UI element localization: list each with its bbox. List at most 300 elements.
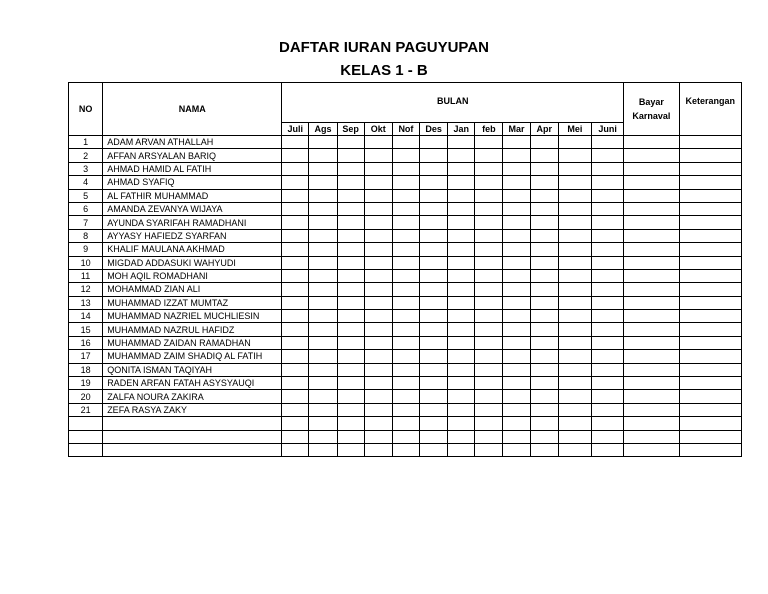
month-payment-cell xyxy=(364,189,392,202)
month-payment-cell xyxy=(475,202,503,215)
month-payment-cell xyxy=(364,377,392,390)
month-payment-cell xyxy=(392,176,419,189)
table-row xyxy=(69,296,742,309)
month-payment-cell xyxy=(475,350,503,363)
keterangan-cell xyxy=(679,189,741,202)
month-payment-cell xyxy=(420,149,448,162)
month-payment-cell xyxy=(503,296,530,309)
header-month: Apr xyxy=(530,123,558,136)
bayar-karnaval-cell xyxy=(624,229,679,242)
bayar-karnaval-cell xyxy=(624,336,679,349)
month-payment-cell xyxy=(503,256,530,269)
month-payment-cell xyxy=(591,296,623,309)
month-payment-cell xyxy=(282,202,309,215)
month-payment-cell xyxy=(475,189,503,202)
bayar-karnaval-cell xyxy=(624,136,679,149)
month-payment-cell xyxy=(420,377,448,390)
month-payment-cell xyxy=(337,136,364,149)
row-number: 8 xyxy=(69,229,103,242)
month-payment-cell xyxy=(448,189,475,202)
month-payment-cell xyxy=(309,176,337,189)
bayar-karnaval-cell xyxy=(624,202,679,215)
row-number: 10 xyxy=(69,256,103,269)
month-payment-cell xyxy=(392,256,419,269)
table-row xyxy=(69,350,742,363)
row-number xyxy=(69,417,103,430)
student-name: MIGDAD ADDASUKI WAHYUDI xyxy=(103,256,282,269)
month-payment-cell xyxy=(475,243,503,256)
month-payment-cell xyxy=(282,336,309,349)
month-payment-cell xyxy=(591,189,623,202)
month-payment-cell xyxy=(309,189,337,202)
keterangan-cell xyxy=(679,430,741,443)
header-month: Juni xyxy=(591,123,623,136)
month-payment-cell xyxy=(392,336,419,349)
bayar-karnaval-cell xyxy=(624,216,679,229)
month-payment-cell xyxy=(475,377,503,390)
bayar-karnaval-cell xyxy=(624,403,679,416)
month-payment-cell xyxy=(309,443,337,456)
header-month: feb xyxy=(475,123,503,136)
month-payment-cell xyxy=(392,403,419,416)
month-payment-cell xyxy=(337,256,364,269)
keterangan-cell xyxy=(679,323,741,336)
student-name: AMANDA ZEVANYA WIJAYA xyxy=(103,202,282,215)
table-row xyxy=(69,189,742,202)
header-month: Mar xyxy=(503,123,530,136)
month-payment-cell xyxy=(475,256,503,269)
month-payment-cell xyxy=(364,202,392,215)
month-payment-cell xyxy=(591,256,623,269)
month-payment-cell xyxy=(309,296,337,309)
row-number: 5 xyxy=(69,189,103,202)
month-payment-cell xyxy=(282,189,309,202)
month-payment-cell xyxy=(364,229,392,242)
month-payment-cell xyxy=(364,417,392,430)
month-payment-cell xyxy=(337,350,364,363)
month-payment-cell xyxy=(282,149,309,162)
table-row xyxy=(69,430,742,443)
month-payment-cell xyxy=(448,430,475,443)
month-payment-cell xyxy=(282,363,309,376)
month-payment-cell xyxy=(337,229,364,242)
table-row xyxy=(69,216,742,229)
month-payment-cell xyxy=(448,176,475,189)
month-payment-cell xyxy=(475,323,503,336)
month-payment-cell xyxy=(530,336,558,349)
header-nama: NAMA xyxy=(103,83,282,136)
month-payment-cell xyxy=(309,336,337,349)
month-payment-cell xyxy=(364,323,392,336)
month-payment-cell xyxy=(448,336,475,349)
table-row xyxy=(69,443,742,456)
month-payment-cell xyxy=(392,377,419,390)
row-number: 9 xyxy=(69,243,103,256)
month-payment-cell xyxy=(364,176,392,189)
month-payment-cell xyxy=(475,176,503,189)
month-payment-cell xyxy=(530,136,558,149)
month-payment-cell xyxy=(364,136,392,149)
student-name: MUHAMMAD NAZRIEL MUCHLIESIN xyxy=(103,310,282,323)
student-name: AL FATHIR MUHAMMAD xyxy=(103,189,282,202)
month-payment-cell xyxy=(337,149,364,162)
month-payment-cell xyxy=(558,336,591,349)
month-payment-cell xyxy=(558,229,591,242)
table-row xyxy=(69,229,742,242)
row-number: 1 xyxy=(69,136,103,149)
month-payment-cell xyxy=(558,162,591,175)
month-payment-cell xyxy=(558,350,591,363)
month-payment-cell xyxy=(591,283,623,296)
month-payment-cell xyxy=(558,269,591,282)
month-payment-cell xyxy=(591,216,623,229)
month-payment-cell xyxy=(530,269,558,282)
bayar-karnaval-cell xyxy=(624,269,679,282)
row-number: 19 xyxy=(69,377,103,390)
month-payment-cell xyxy=(309,162,337,175)
month-payment-cell xyxy=(530,310,558,323)
month-payment-cell xyxy=(337,269,364,282)
student-name: MOHAMMAD ZIAN ALI xyxy=(103,283,282,296)
month-payment-cell xyxy=(337,216,364,229)
month-payment-cell xyxy=(364,336,392,349)
month-payment-cell xyxy=(309,149,337,162)
keterangan-cell xyxy=(679,202,741,215)
student-name: ZALFA NOURA ZAKIRA xyxy=(103,390,282,403)
month-payment-cell xyxy=(420,430,448,443)
month-payment-cell xyxy=(558,430,591,443)
header-month: Nof xyxy=(392,123,419,136)
document-title: DAFTAR IURAN PAGUYUPAN xyxy=(279,39,489,56)
month-payment-cell xyxy=(309,377,337,390)
bayar-karnaval-cell xyxy=(624,283,679,296)
month-payment-cell xyxy=(530,283,558,296)
month-payment-cell xyxy=(591,310,623,323)
month-payment-cell xyxy=(475,310,503,323)
month-payment-cell xyxy=(337,283,364,296)
month-payment-cell xyxy=(448,256,475,269)
month-payment-cell xyxy=(364,256,392,269)
month-payment-cell xyxy=(309,256,337,269)
bayar-karnaval-cell xyxy=(624,256,679,269)
month-payment-cell xyxy=(530,243,558,256)
table-row xyxy=(69,136,742,149)
month-payment-cell xyxy=(591,377,623,390)
row-number: 3 xyxy=(69,162,103,175)
month-payment-cell xyxy=(475,430,503,443)
month-payment-cell xyxy=(448,229,475,242)
keterangan-cell xyxy=(679,136,741,149)
month-payment-cell xyxy=(503,377,530,390)
month-payment-cell xyxy=(530,229,558,242)
month-payment-cell xyxy=(475,417,503,430)
month-payment-cell xyxy=(282,323,309,336)
month-payment-cell xyxy=(392,136,419,149)
student-name: MUHAMMAD NAZRUL HAFIDZ xyxy=(103,323,282,336)
month-payment-cell xyxy=(282,229,309,242)
month-payment-cell xyxy=(448,363,475,376)
month-payment-cell xyxy=(364,243,392,256)
document-subtitle: KELAS 1 - B xyxy=(340,62,428,79)
month-payment-cell xyxy=(530,403,558,416)
month-payment-cell xyxy=(503,216,530,229)
month-payment-cell xyxy=(558,443,591,456)
month-payment-cell xyxy=(392,162,419,175)
month-payment-cell xyxy=(475,390,503,403)
month-payment-cell xyxy=(282,390,309,403)
month-payment-cell xyxy=(475,296,503,309)
month-payment-cell xyxy=(591,403,623,416)
month-payment-cell xyxy=(448,243,475,256)
month-payment-cell xyxy=(591,390,623,403)
month-payment-cell xyxy=(558,202,591,215)
bayar-karnaval-cell xyxy=(624,243,679,256)
month-payment-cell xyxy=(503,350,530,363)
month-payment-cell xyxy=(337,336,364,349)
student-name: MOH AQIL ROMADHANI xyxy=(103,269,282,282)
month-payment-cell xyxy=(420,243,448,256)
month-payment-cell xyxy=(282,216,309,229)
month-payment-cell xyxy=(420,162,448,175)
month-payment-cell xyxy=(392,229,419,242)
month-payment-cell xyxy=(309,216,337,229)
header-month: Juli xyxy=(282,123,309,136)
month-payment-cell xyxy=(558,363,591,376)
table-row xyxy=(69,176,742,189)
table-row xyxy=(69,336,742,349)
month-payment-cell xyxy=(420,189,448,202)
student-name: RADEN ARFAN FATAH ASYSYAUQI xyxy=(103,377,282,390)
month-payment-cell xyxy=(282,417,309,430)
row-number xyxy=(69,443,103,456)
month-payment-cell xyxy=(530,350,558,363)
month-payment-cell xyxy=(392,189,419,202)
month-payment-cell xyxy=(392,283,419,296)
month-payment-cell xyxy=(337,162,364,175)
header-keterangan: Keterangan xyxy=(679,83,741,136)
row-number: 16 xyxy=(69,336,103,349)
student-name: AYUNDA SYARIFAH RAMADHANI xyxy=(103,216,282,229)
month-payment-cell xyxy=(558,149,591,162)
header-month: Mei xyxy=(558,123,591,136)
bayar-karnaval-cell xyxy=(624,310,679,323)
month-payment-cell xyxy=(475,216,503,229)
month-payment-cell xyxy=(448,417,475,430)
month-payment-cell xyxy=(337,243,364,256)
month-payment-cell xyxy=(475,283,503,296)
month-payment-cell xyxy=(530,149,558,162)
month-payment-cell xyxy=(558,417,591,430)
month-payment-cell xyxy=(530,202,558,215)
month-payment-cell xyxy=(558,403,591,416)
month-payment-cell xyxy=(309,283,337,296)
month-payment-cell xyxy=(448,149,475,162)
header-month: Jan xyxy=(448,123,475,136)
month-payment-cell xyxy=(558,310,591,323)
month-payment-cell xyxy=(448,390,475,403)
month-payment-cell xyxy=(392,350,419,363)
keterangan-cell xyxy=(679,350,741,363)
month-payment-cell xyxy=(364,269,392,282)
month-payment-cell xyxy=(530,256,558,269)
row-number: 11 xyxy=(69,269,103,282)
month-payment-cell xyxy=(503,390,530,403)
month-payment-cell xyxy=(448,283,475,296)
month-payment-cell xyxy=(282,176,309,189)
month-payment-cell xyxy=(530,443,558,456)
month-payment-cell xyxy=(309,229,337,242)
keterangan-cell xyxy=(679,283,741,296)
month-payment-cell xyxy=(392,310,419,323)
table-row xyxy=(69,363,742,376)
table-row xyxy=(69,390,742,403)
month-payment-cell xyxy=(364,296,392,309)
month-payment-cell xyxy=(558,390,591,403)
row-number: 7 xyxy=(69,216,103,229)
month-payment-cell xyxy=(420,216,448,229)
month-payment-cell xyxy=(530,189,558,202)
month-payment-cell xyxy=(558,377,591,390)
bayar-karnaval-cell xyxy=(624,443,679,456)
month-payment-cell xyxy=(420,363,448,376)
month-payment-cell xyxy=(282,350,309,363)
bayar-karnaval-cell xyxy=(624,377,679,390)
month-payment-cell xyxy=(309,403,337,416)
month-payment-cell xyxy=(364,162,392,175)
student-name: KHALIF MAULANA AKHMAD xyxy=(103,243,282,256)
month-payment-cell xyxy=(364,443,392,456)
month-payment-cell xyxy=(364,403,392,416)
month-payment-cell xyxy=(591,323,623,336)
keterangan-cell xyxy=(679,162,741,175)
month-payment-cell xyxy=(420,403,448,416)
month-payment-cell xyxy=(337,377,364,390)
keterangan-cell xyxy=(679,229,741,242)
row-number: 14 xyxy=(69,310,103,323)
keterangan-cell xyxy=(679,243,741,256)
month-payment-cell xyxy=(448,162,475,175)
month-payment-cell xyxy=(364,363,392,376)
month-payment-cell xyxy=(364,216,392,229)
month-payment-cell xyxy=(420,443,448,456)
month-payment-cell xyxy=(448,269,475,282)
month-payment-cell xyxy=(364,149,392,162)
month-payment-cell xyxy=(591,243,623,256)
month-payment-cell xyxy=(475,229,503,242)
month-payment-cell xyxy=(558,256,591,269)
month-payment-cell xyxy=(503,283,530,296)
table-row xyxy=(69,310,742,323)
month-payment-cell xyxy=(309,310,337,323)
month-payment-cell xyxy=(282,283,309,296)
month-payment-cell xyxy=(503,430,530,443)
month-payment-cell xyxy=(309,430,337,443)
keterangan-cell xyxy=(679,377,741,390)
month-payment-cell xyxy=(420,336,448,349)
header-month: Ags xyxy=(309,123,337,136)
month-payment-cell xyxy=(448,296,475,309)
table-row xyxy=(69,256,742,269)
bayar-karnaval-cell xyxy=(624,162,679,175)
month-payment-cell xyxy=(337,296,364,309)
month-payment-cell xyxy=(475,136,503,149)
month-payment-cell xyxy=(309,390,337,403)
month-payment-cell xyxy=(282,162,309,175)
month-payment-cell xyxy=(364,283,392,296)
month-payment-cell xyxy=(448,323,475,336)
month-payment-cell xyxy=(503,336,530,349)
month-payment-cell xyxy=(448,136,475,149)
month-payment-cell xyxy=(420,283,448,296)
month-payment-cell xyxy=(337,363,364,376)
month-payment-cell xyxy=(448,350,475,363)
bayar-karnaval-cell xyxy=(624,296,679,309)
month-payment-cell xyxy=(282,310,309,323)
keterangan-cell xyxy=(679,417,741,430)
month-payment-cell xyxy=(530,216,558,229)
month-payment-cell xyxy=(530,417,558,430)
month-payment-cell xyxy=(364,310,392,323)
month-payment-cell xyxy=(392,243,419,256)
month-payment-cell xyxy=(503,363,530,376)
table-row xyxy=(69,269,742,282)
month-payment-cell xyxy=(475,162,503,175)
keterangan-cell xyxy=(679,310,741,323)
month-payment-cell xyxy=(309,136,337,149)
month-payment-cell xyxy=(530,430,558,443)
month-payment-cell xyxy=(309,417,337,430)
keterangan-cell xyxy=(679,296,741,309)
month-payment-cell xyxy=(475,149,503,162)
month-payment-cell xyxy=(448,403,475,416)
month-payment-cell xyxy=(420,136,448,149)
month-payment-cell xyxy=(475,269,503,282)
month-payment-cell xyxy=(530,363,558,376)
header-month: Sep xyxy=(337,123,364,136)
month-payment-cell xyxy=(591,430,623,443)
month-payment-cell xyxy=(282,430,309,443)
bayar-karnaval-cell xyxy=(624,363,679,376)
month-payment-cell xyxy=(337,323,364,336)
month-payment-cell xyxy=(420,296,448,309)
month-payment-cell xyxy=(282,243,309,256)
student-name: AHMAD HAMID AL FATIH xyxy=(103,162,282,175)
month-payment-cell xyxy=(530,377,558,390)
month-payment-cell xyxy=(503,269,530,282)
bayar-karnaval-cell xyxy=(624,350,679,363)
month-payment-cell xyxy=(392,390,419,403)
row-number: 13 xyxy=(69,296,103,309)
table-row xyxy=(69,243,742,256)
month-payment-cell xyxy=(530,162,558,175)
month-payment-cell xyxy=(503,310,530,323)
month-payment-cell xyxy=(503,162,530,175)
keterangan-cell xyxy=(679,336,741,349)
month-payment-cell xyxy=(420,176,448,189)
month-payment-cell xyxy=(558,323,591,336)
month-payment-cell xyxy=(503,243,530,256)
month-payment-cell xyxy=(420,256,448,269)
month-payment-cell xyxy=(420,417,448,430)
table-row xyxy=(69,417,742,430)
bayar-karnaval-cell xyxy=(624,430,679,443)
month-payment-cell xyxy=(420,229,448,242)
row-number: 15 xyxy=(69,323,103,336)
month-payment-cell xyxy=(503,136,530,149)
row-number: 20 xyxy=(69,390,103,403)
keterangan-cell xyxy=(679,176,741,189)
row-number: 21 xyxy=(69,403,103,416)
